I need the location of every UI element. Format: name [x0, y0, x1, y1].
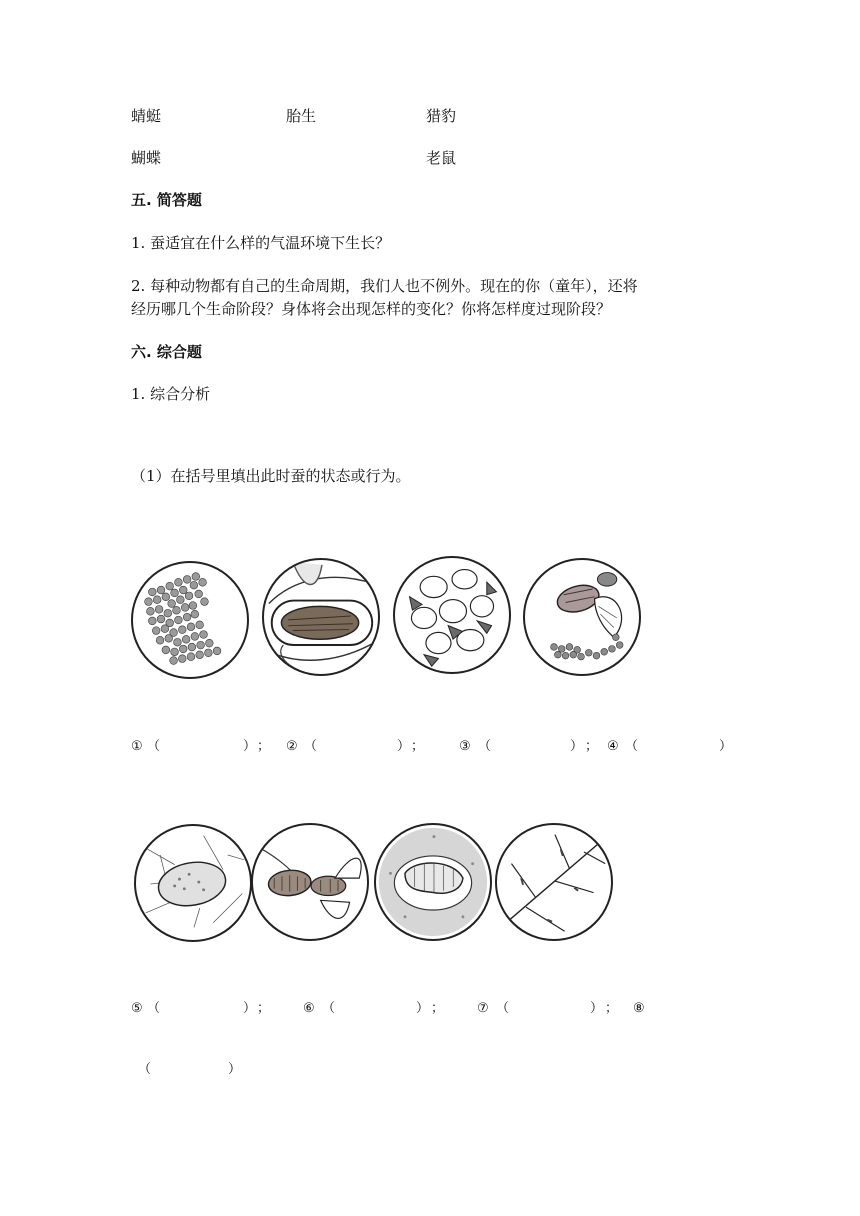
blank-3-number: ③	[459, 739, 471, 754]
blank-3-close: ）	[570, 739, 584, 754]
illustration-4-moth-laying-eggs	[523, 558, 641, 676]
blank-5-input[interactable]	[161, 999, 241, 1019]
blank-1-input[interactable]	[161, 737, 241, 757]
blank-6-open: （	[322, 1001, 336, 1016]
blank-5-close: ）	[243, 1001, 257, 1016]
blank-1-close: ）	[243, 739, 257, 754]
blank-6-number: ⑥	[303, 1001, 315, 1016]
blank-4-number: ④	[607, 739, 619, 754]
blank-2-number: ②	[286, 739, 298, 754]
blank-3-input[interactable]	[492, 737, 572, 757]
blank-2-close: ）	[397, 739, 411, 754]
illustration-5-cocoon-on-straw	[134, 824, 252, 942]
question-6-1: 1. 综合分析	[131, 385, 211, 403]
animal-cheetah: 猎豹	[426, 107, 457, 125]
blank-3-open: （	[478, 739, 492, 754]
animal-butterfly: 蝴蝶	[131, 149, 162, 167]
illustration-3-larvae-eating	[393, 556, 511, 674]
blank-7-open: （	[496, 1001, 510, 1016]
question-5-1: 1. 蚕适宜在什么样的气温环境下生长？	[131, 234, 391, 252]
blank-2-separator: ；	[411, 739, 425, 754]
blank-2-input[interactable]	[318, 737, 398, 757]
blank-1-number: ①	[131, 739, 143, 754]
section-5-heading: 五. 简答题	[131, 191, 202, 209]
illustration-2-cocoon	[262, 558, 380, 676]
term-viviparous: 胎生	[286, 107, 317, 125]
animal-dragonfly: 蜻蜓	[131, 107, 162, 125]
blank-4-input[interactable]	[639, 737, 719, 757]
illustration-8-mulberry-branch	[495, 823, 613, 941]
question-5-2-line-2: 经历哪几个生命阶段？身体将会出现怎样的变化？你将怎样度过现阶段？	[131, 300, 612, 318]
illustration-1-eggs	[131, 561, 249, 679]
blank-7-separator: ；	[605, 1001, 619, 1016]
blank-8-open: （	[138, 1062, 152, 1077]
blank-row-2	[131, 999, 671, 1021]
blank-8-close: ）	[228, 1062, 242, 1077]
question-5-2-line-1: 2. 每种动物都有自己的生命周期，我们人也不例外。现在的你（童年），还将	[131, 277, 638, 295]
blank-6-close: ）	[416, 1001, 430, 1016]
illustration-6-moth-emerging	[251, 823, 369, 941]
blank-7-close: ）	[590, 1001, 604, 1016]
blank-8-line	[138, 1060, 258, 1082]
blank-6-input[interactable]	[336, 999, 416, 1019]
blank-6-separator: ；	[431, 1001, 445, 1016]
blank-3-separator: ；	[585, 739, 599, 754]
section-6-heading: 六. 综合题	[131, 343, 202, 361]
animal-mouse: 老鼠	[426, 149, 457, 167]
blank-5-separator: ；	[257, 1001, 271, 1016]
blank-1-separator: ；	[257, 739, 271, 754]
blank-4-open: （	[625, 739, 639, 754]
blank-4-close: ）	[719, 739, 733, 754]
blank-7-number: ⑦	[477, 1001, 489, 1016]
blank-8-number: ⑧	[633, 1001, 645, 1016]
blank-5-number: ⑤	[131, 1001, 143, 1016]
blank-7-input[interactable]	[510, 999, 590, 1019]
blank-row-1	[131, 737, 741, 759]
illustration-7-larva-spinning	[374, 823, 492, 941]
blank-5-open: （	[147, 1001, 161, 1016]
blank-1-open: （	[147, 739, 161, 754]
sub-question-1: （1）在括号里填出此时蚕的状态或行为。	[131, 467, 411, 485]
blank-2-open: （	[304, 739, 318, 754]
blank-8-input[interactable]	[152, 1060, 232, 1080]
